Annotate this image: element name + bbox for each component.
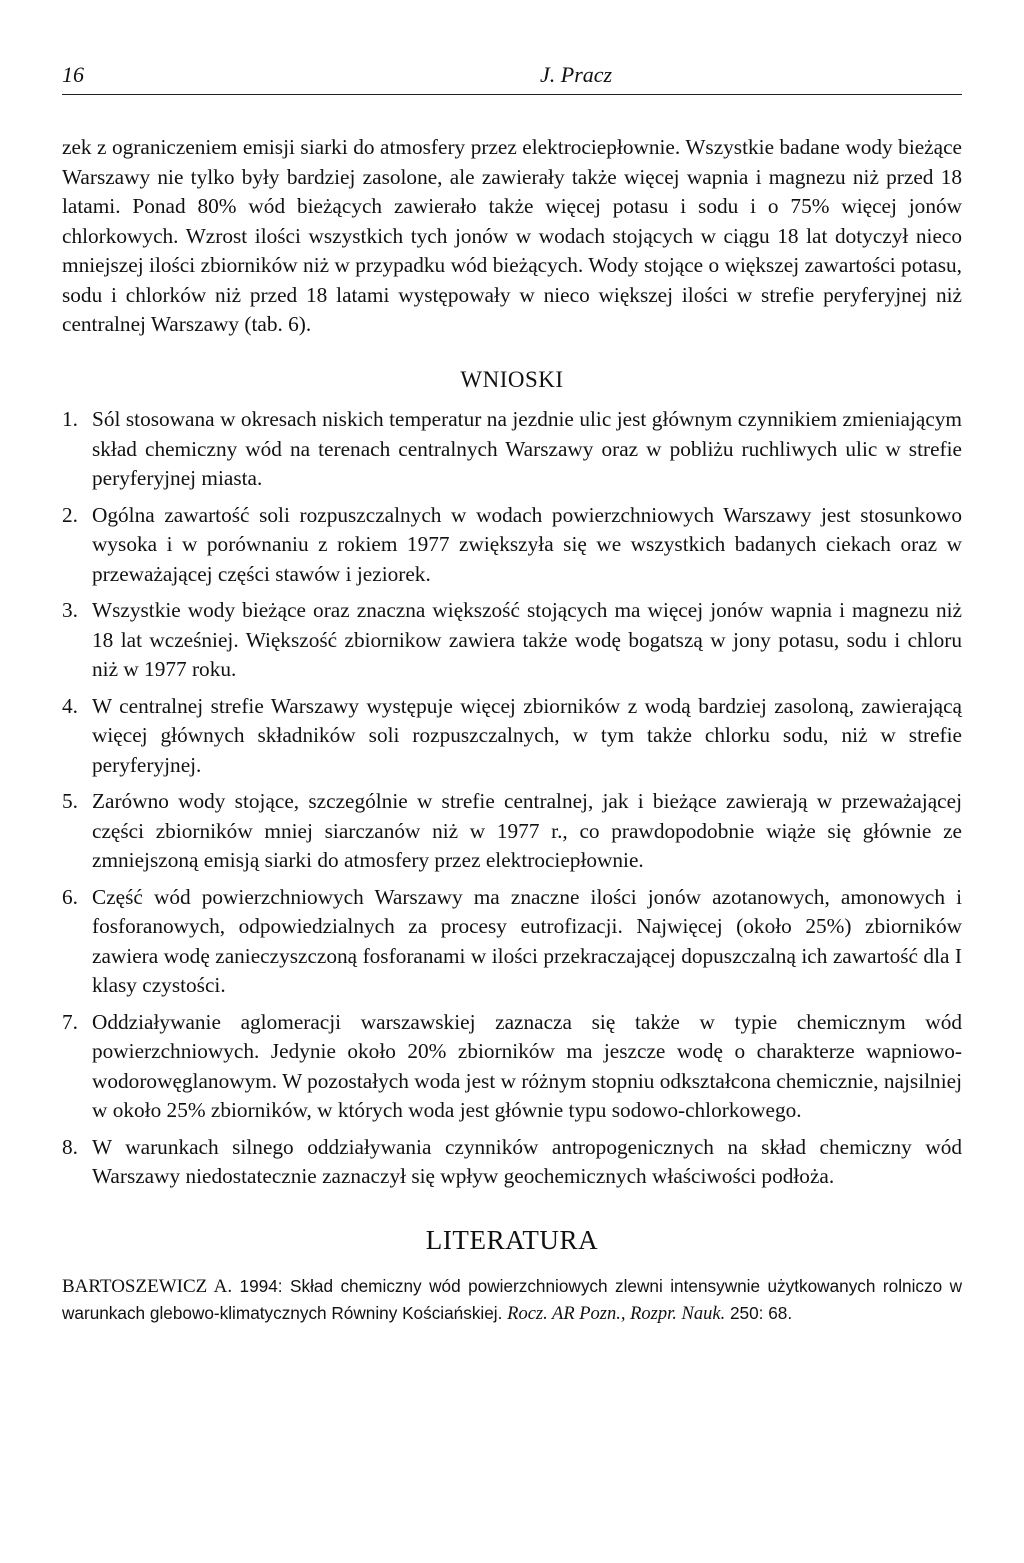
conclusion-item: [62, 1133, 962, 1192]
conclusion-item: [62, 787, 962, 876]
conclusion-item: [62, 692, 962, 781]
body-text: [62, 133, 962, 1327]
conclusion-text: W centralnej strefie Warszawy występuje więcej zbiorników z wodą bardziej zasoloną, zawierającą więcej głównych składników soli rozpuszczalnych, w tym także chlorku sodu, niż w strefie peryferyjnej.: [92, 693, 962, 777]
conclusion-text: Zarówno wody stojące, szczególnie w strefie centralnej, jak i bieżące zawierają w przeważającej części zbiorników mniej siarczanów niż w 1977 r., co prawdopodobnie wiąże się głównie ze zmniejszoną emisją siarki do atmosfery przez elektrociepłownie.: [92, 789, 962, 872]
conclusion-number: 3.: [62, 598, 78, 622]
conclusion-item: [62, 596, 962, 685]
conclusion-item: [62, 501, 962, 590]
conclusion-number: 2.: [62, 502, 78, 527]
conclusion-number: 8.: [62, 1134, 78, 1159]
conclusion-text: Wszystkie wody bieżące oraz znaczna większość stojących ma więcej jonów wapnia i magnezu niż 18 lat wcześniej. Większość zbiornikow zawiera także wodę bogatszą w jony potasu, sodu i chloru niż w 1977 roku.: [92, 598, 962, 681]
conclusion-text: Oddziaływanie aglomeracji warszawskiej zaznacza się także w typie chemicznym wód powierzchniowych. Jedynie około 20% zbiorników ma jeszcze wodę o charakterze wapniowo-wodorowęglanowym. W pozostałych woda jest w różnym stopniu odkształcona chemicznie, najsilniej w około 25% zbiorników, w których woda jest głównie typu sodowo-chlorkowego.: [92, 1009, 962, 1122]
conclusions-heading: WNIOSKI: [460, 366, 564, 392]
conclusion-number: 1.: [62, 407, 78, 431]
literature-heading: LITERATURA: [425, 1224, 599, 1255]
conclusion-item: [62, 883, 962, 1001]
reference-citation: 250: 68.: [725, 1303, 793, 1323]
conclusion-text: Sól stosowana w okresach niskich temperatur na jezdnie ulic jest głównym czynnikiem zmieniającym skład chemiczny wód na terenach centralnych Warszawy oraz w pobliżu ruchliwych ulic w strefie peryferyjnej miasta.: [92, 407, 962, 490]
conclusion-number: 6.: [62, 884, 78, 909]
conclusion-text: Ogólna zawartość soli rozpuszczalnych w wodach powierzchniowych Warszawy jest stosunkowo wysoka i w porównaniu z rokiem 1977 zwiększyła się we wszystkich badanych ciekach oraz w przeważającej części stawów i jeziorek.: [92, 502, 962, 586]
conclusion-text: W warunkach silnego oddziaływania czynników antropogenicznych na skład chemiczny wód Warszawy niedostatecznie zaznaczył się wpływ geochemicznych właściwości podłoża.: [92, 1134, 962, 1188]
reference-author: BARTOSZEWICZ A.: [62, 1276, 233, 1297]
reference-entry: [62, 1273, 962, 1327]
intro-paragraph: zek z ograniczeniem emisji siarki do atmosfery przez elektrociepłownie. Wszystkie badane wody bieżące Warszawy nie tylko były bardziej zasolone, ale zawierały także więcej wapnia i magnezu niż przed 18 latami. Ponad 80% wód bieżących zawierało także więcej potasu i sodu i o 75% więcej jonów chlorkowych. Wzrost ilości wszystkich tych jonów w wodach stojących w ciągu 18 lat dotyczył nieco mniejszej ilości zbiorników niż w przypadku wód bieżących. Wody stojące o większej zawartości potasu, sodu i chlorków niż przed 18 latami występowały w nieco większej ilości w strefie peryferyjnej niż centralnej Warszawy (tab. 6).: [62, 135, 962, 336]
running-header: [62, 62, 962, 98]
conclusion-item: [62, 405, 962, 494]
conclusion-number: 7.: [62, 1009, 78, 1034]
reference-body: 1994: Skład chemiczny wód powierzchniowych zlewni intensywnie użytkowanych rolniczo w warunkach glebowo-klimatycznych Równiny Kościańskiej.: [62, 1276, 962, 1323]
conclusions-list: [62, 405, 962, 1192]
conclusion-number: 5.: [62, 789, 78, 813]
page-number: 16: [62, 62, 84, 87]
conclusion-number: 4.: [62, 693, 78, 718]
conclusion-item: [62, 1008, 962, 1126]
conclusion-text: Część wód powierzchniowych Warszawy ma znaczne ilości jonów azotanowych, amonowych i fosforanowych, odpowiedzialnych za procesy eutrofizacji. Najwięcej (około 25%) zbiorników zawiera wodę zanieczyszczoną fosforanami w ilości przekraczającej dopuszczalną ich zawartość dla I klasy czystości.: [92, 884, 962, 997]
running-head-author: J. Pracz: [540, 62, 613, 87]
header-rule: [62, 94, 962, 95]
reference-journal: Rocz. AR Pozn., Rozpr. Nauk.: [507, 1304, 726, 1324]
